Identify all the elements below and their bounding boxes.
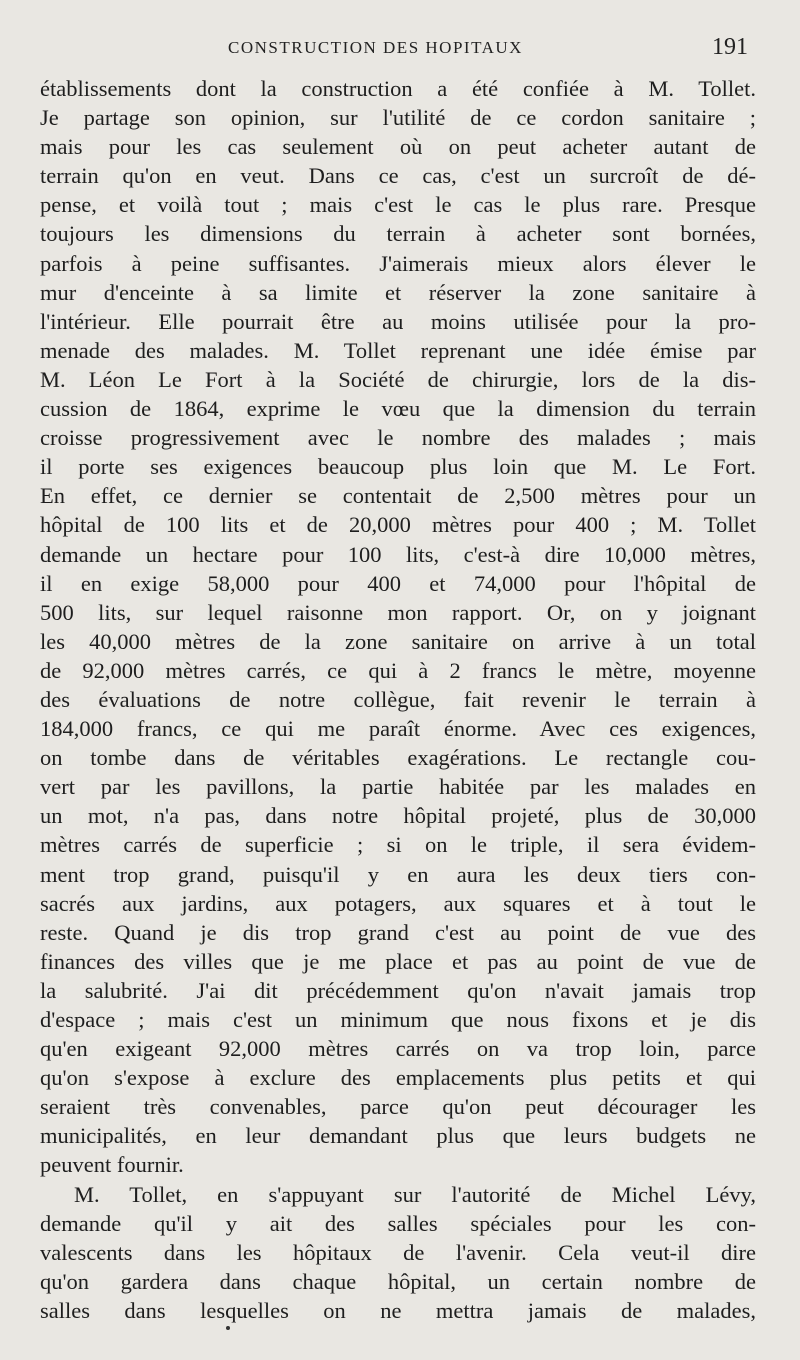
- text-line: l'intérieur. Elle pourrait être au moins utilisée pour la pro-: [40, 308, 756, 334]
- text-line: les 40,000 mètres de la zone sanitaire on arrive à un total: [40, 628, 756, 654]
- text-line: mètres carrés de superficie ; si on le triple, il sera évidem-: [40, 832, 756, 858]
- text-line: finances des villes que je me place et pas au point de vue de: [40, 948, 756, 974]
- text-line: un mot, n'a pas, dans notre hôpital projeté, plus de 30,000: [40, 803, 756, 829]
- print-speck: [226, 1326, 230, 1330]
- text-line: établissements dont la construction a été confiée à M. Tollet.: [40, 76, 756, 101]
- text-line: qu'on gardera dans chaque hôpital, un certain nombre de: [40, 1268, 756, 1294]
- text-line: cussion de 1864, exprime le vœu que la dimension du terrain: [40, 396, 756, 422]
- text-line: de 92,000 mètres carrés, ce qui à 2 francs le mètre, moyenne: [40, 657, 756, 683]
- text-line: mur d'enceinte à sa limite et réserver la zone sanitaire à: [40, 279, 756, 305]
- text-line: demande qu'il y ait des salles spéciales pour les con-: [40, 1210, 756, 1236]
- text-line: il en exige 58,000 pour 400 et 74,000 pour l'hôpital de: [40, 570, 756, 596]
- text-line: pense, et voilà tout ; mais c'est le cas le plus rare. Presque: [40, 192, 756, 218]
- text-line: des évaluations de notre collègue, fait revenir le terrain à: [40, 686, 756, 712]
- text-line: valescents dans les hôpitaux de l'avenir. Cela veut-il dire: [40, 1239, 756, 1265]
- text-line: hôpital de 100 lits et de 20,000 mètres pour 400 ; M. Tollet: [40, 512, 756, 538]
- text-line: En effet, ce dernier se contentait de 2,500 mètres pour un: [40, 483, 756, 509]
- text-line: 500 lits, sur lequel raisonne mon rapport. Or, on y joignant: [40, 599, 756, 625]
- text-line: ment trop grand, puisqu'il y en aura les deux tiers con-: [40, 861, 756, 887]
- text-line: qu'on s'expose à exclure des emplacements plus petits et qui: [40, 1065, 756, 1091]
- text-line: 184,000 francs, ce qui me paraît énorme. Avec ces exigences,: [40, 716, 756, 742]
- body-text: [40, 74, 756, 1325]
- text-line: sacrés aux jardins, aux potagers, aux squares et à tout le: [40, 890, 756, 916]
- text-line: toujours les dimensions du terrain à acheter sont bornées,: [40, 221, 756, 247]
- text-line: d'espace ; mais c'est un minimum que nous fixons et je dis: [40, 1007, 756, 1032]
- text-line: municipalités, en leur demandant plus que leurs budgets ne: [40, 1123, 756, 1149]
- text-line: qu'en exigeant 92,000 mètres carrés on va trop loin, parce: [40, 1036, 756, 1062]
- text-line: on tombe dans de véritables exagérations. Le rectangle cou-: [40, 745, 756, 771]
- page-number: 191: [712, 34, 748, 60]
- text-line: parfois à peine suffisantes. J'aimerais mieux alors élever le: [40, 250, 756, 276]
- text-line: seraient très convenables, parce qu'on peut décourager les: [40, 1094, 756, 1120]
- running-title: CONSTRUCTION DES HOPITAUX: [228, 38, 523, 57]
- text-line: M. Léon Le Fort à la Société de chirurgie, lors de la dis-: [40, 366, 756, 392]
- paragraph-end-line: peuvent fournir.: [40, 1152, 184, 1178]
- text-line: demande un hectare pour 100 lits, c'est-à dire 10,000 mètres,: [40, 541, 756, 567]
- text-line: il porte ses exigences beaucoup plus loin que M. Le Fort.: [40, 454, 756, 480]
- text-line: reste. Quand je dis trop grand c'est au point de vue des: [40, 919, 756, 945]
- text-line: terrain qu'on en veut. Dans ce cas, c'est un surcroît de dé-: [40, 163, 756, 189]
- page-header: [0, 34, 800, 64]
- text-line: menade des malades. M. Tollet reprenant une idée émise par: [40, 337, 756, 363]
- text-line: la salubrité. J'ai dit précédemment qu'on n'avait jamais trop: [40, 977, 756, 1003]
- text-line: croisse progressivement avec le nombre des malades ; mais: [40, 425, 756, 451]
- text-line: mais pour les cas seulement où on peut acheter autant de: [40, 134, 756, 160]
- text-line: vert par les pavillons, la partie habitée par les malades en: [40, 774, 756, 800]
- text-line: salles dans lesquelles on ne mettra jamais de malades,: [40, 1297, 756, 1323]
- paragraph-first-line: M. Tollet, en s'appuyant sur l'autorité de Michel Lévy,: [74, 1181, 756, 1207]
- text-line: Je partage son opinion, sur l'utilité de ce cordon sanitaire ;: [40, 105, 756, 131]
